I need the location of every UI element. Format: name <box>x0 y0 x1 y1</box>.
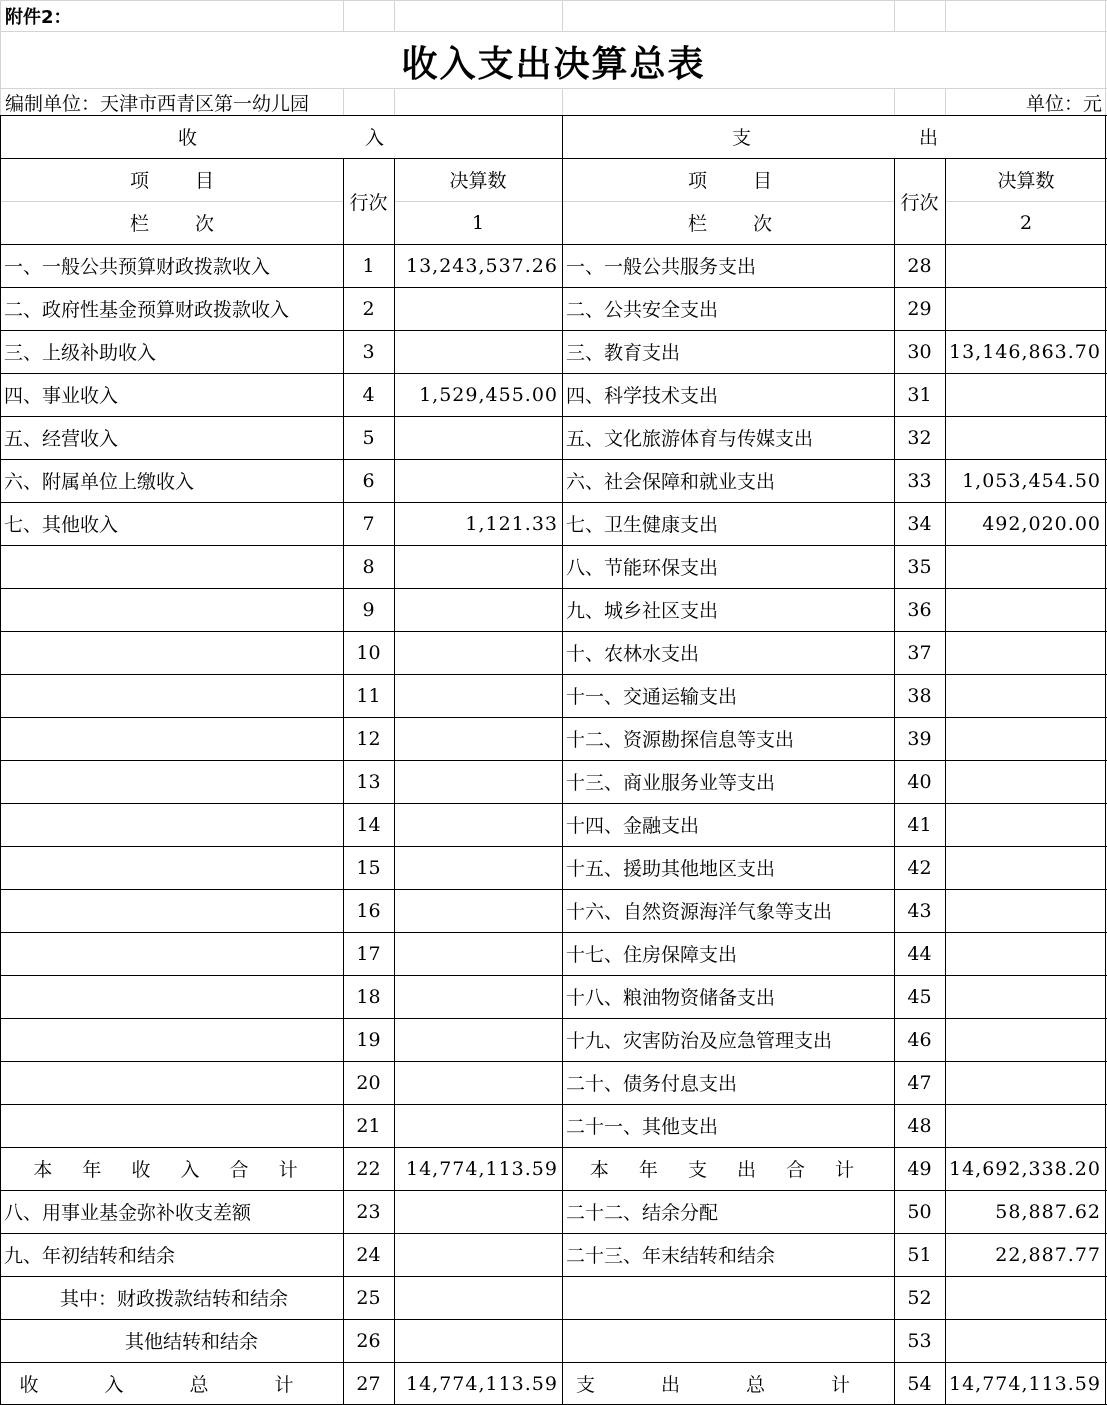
table-row <box>0 416 1107 459</box>
table-border <box>562 115 563 1405</box>
expense-row-no: 33 <box>907 469 932 492</box>
income-item <box>0 545 343 588</box>
income-row-no: 24 <box>356 1243 381 1266</box>
table-row <box>0 1276 1107 1319</box>
income-amount <box>394 1233 562 1276</box>
expense-column-no-header: 栏 次 <box>688 213 773 235</box>
table-border <box>0 115 1 1405</box>
table-border <box>0 631 1107 632</box>
expense-amount <box>945 631 1105 674</box>
expense-row-no: 50 <box>907 1200 932 1223</box>
income-column-no-header: 栏 次 <box>130 213 215 235</box>
income-col-index: 1 <box>471 211 485 234</box>
income-item <box>0 588 343 631</box>
expense-item: 九、城乡社区支出 <box>566 600 719 622</box>
expense-item: 二十、债务付息支出 <box>566 1073 738 1095</box>
grid-line <box>945 201 1107 202</box>
table-row <box>0 760 1107 803</box>
expense-amount: 13,146,863.70 <box>948 340 1101 363</box>
expense-item: 十八、粮油物资储备支出 <box>566 987 776 1009</box>
income-item <box>0 1104 343 1147</box>
expense-amount <box>945 1061 1105 1104</box>
table-row <box>0 1233 1107 1276</box>
expense-item: 十九、灾害防治及应急管理支出 <box>566 1030 833 1052</box>
expense-row-no: 29 <box>907 297 932 320</box>
income-item <box>0 803 343 846</box>
table-row <box>0 588 1107 631</box>
income-row-no: 5 <box>362 426 375 449</box>
expense-item: 二、公共安全支出 <box>566 299 719 321</box>
income-row-no: 12 <box>356 727 381 750</box>
income-item: 五、经营收入 <box>4 428 119 450</box>
expense-amount <box>945 287 1105 330</box>
income-row-no: 15 <box>356 856 381 879</box>
expense-amount <box>945 1018 1105 1061</box>
table-border <box>0 760 1107 761</box>
income-amount <box>394 1104 562 1147</box>
table-border <box>0 1233 1107 1234</box>
table-row <box>0 1319 1107 1362</box>
income-row-no: 16 <box>356 899 381 922</box>
table-border <box>945 158 946 1405</box>
expense-item: 六、社会保障和就业支出 <box>566 471 776 493</box>
income-amount-header: 决算数 <box>449 170 507 192</box>
expense-amount <box>945 244 1105 287</box>
table-row <box>0 244 1107 287</box>
income-amount <box>394 330 562 373</box>
expense-row-no: 34 <box>907 512 932 535</box>
income-item: 其中：财政拨款结转和结余 <box>60 1288 289 1310</box>
income-amount <box>394 1276 562 1319</box>
table-border <box>0 803 1107 804</box>
unit-label: 单位：元 <box>1025 92 1102 115</box>
expense-amount: 492,020.00 <box>982 512 1101 535</box>
expense-item: 一、一般公共服务支出 <box>566 256 757 278</box>
expense-amount <box>945 545 1105 588</box>
income-row-no: 27 <box>356 1372 381 1395</box>
table-border <box>0 717 1107 718</box>
table-border <box>1105 115 1106 1405</box>
expense-item: 五、文化旅游体育与传媒支出 <box>566 428 814 450</box>
expense-amount <box>945 416 1105 459</box>
table-border <box>343 158 344 1405</box>
income-item: 本 年 收 入 合 计 <box>33 1159 310 1181</box>
income-item: 八、用事业基金弥补收支差额 <box>4 1202 252 1224</box>
expense-row-no: 35 <box>907 555 932 578</box>
income-item: 收 入 总 计 <box>19 1374 324 1396</box>
expense-amount: 22,887.77 <box>995 1243 1101 1266</box>
table-row <box>0 1190 1107 1233</box>
income-row-no: 26 <box>356 1329 381 1352</box>
expense-row-no: 46 <box>907 1028 932 1051</box>
income-row-no: 17 <box>356 942 381 965</box>
income-row-no: 14 <box>356 813 381 836</box>
expense-row-no: 44 <box>907 942 932 965</box>
income-row-no: 18 <box>356 985 381 1008</box>
expense-amount-header: 决算数 <box>997 170 1055 192</box>
expense-item: 二十三、年末结转和结余 <box>566 1245 776 1267</box>
income-amount: 13,243,537.26 <box>405 254 558 277</box>
expense-row-no: 28 <box>907 254 932 277</box>
table-row <box>0 1061 1107 1104</box>
table-border <box>0 1018 1107 1019</box>
expense-item: 十四、金融支出 <box>566 815 700 837</box>
income-amount <box>394 889 562 932</box>
income-amount <box>394 674 562 717</box>
expense-amount <box>945 373 1105 416</box>
income-amount <box>394 1018 562 1061</box>
expense-amount <box>945 803 1105 846</box>
expense-amount: 14,774,113.59 <box>948 1372 1101 1395</box>
table-border <box>0 1061 1107 1062</box>
income-row-no: 23 <box>356 1200 381 1223</box>
expense-amount <box>945 1319 1105 1362</box>
income-row-no: 21 <box>356 1114 381 1137</box>
table-row <box>0 459 1107 502</box>
table-row <box>0 631 1107 674</box>
table-border <box>894 158 895 1405</box>
table-border <box>394 158 395 1405</box>
table-border <box>0 373 1107 374</box>
income-row-no: 3 <box>362 340 375 363</box>
income-amount: 1,529,455.00 <box>419 383 558 406</box>
income-amount <box>394 631 562 674</box>
table-border <box>0 158 1107 159</box>
expense-amount <box>945 1276 1105 1319</box>
table-border <box>0 889 1107 890</box>
expense-item: 十一、交通运输支出 <box>566 686 738 708</box>
income-item <box>0 975 343 1018</box>
table-border <box>0 1319 1107 1320</box>
income-amount: 1,121.33 <box>465 512 558 535</box>
income-item: 二、政府性基金预算财政拨款收入 <box>4 299 290 321</box>
expense-item: 十二、资源勘探信息等支出 <box>566 729 795 751</box>
income-amount <box>394 416 562 459</box>
table-border <box>0 1276 1107 1277</box>
income-row-no: 2 <box>362 297 375 320</box>
income-amount <box>394 1319 562 1362</box>
expense-item: 支 出 总 计 <box>575 1374 881 1396</box>
income-amount <box>394 932 562 975</box>
table-border <box>0 115 1107 116</box>
table-border <box>0 502 1107 503</box>
table-row <box>0 330 1107 373</box>
table-row <box>0 545 1107 588</box>
expense-row-no: 32 <box>907 426 932 449</box>
expense-item-header: 项 目 <box>688 170 773 192</box>
expense-item: 十六、自然资源海洋气象等支出 <box>566 901 833 923</box>
income-item <box>0 631 343 674</box>
income-amount <box>394 975 562 1018</box>
expense-item: 七、卫生健康支出 <box>566 514 719 536</box>
expense-row-no: 30 <box>907 340 932 363</box>
table-border <box>0 1362 1107 1363</box>
expense-group-header: 支 出 <box>732 127 939 149</box>
income-row-no: 7 <box>362 512 375 535</box>
table-row <box>0 889 1107 932</box>
income-amount <box>394 717 562 760</box>
expense-item: 八、节能环保支出 <box>566 557 719 579</box>
income-row-no: 9 <box>362 598 375 621</box>
income-amount: 14,774,113.59 <box>405 1157 558 1180</box>
expense-item: 二十二、结余分配 <box>566 1202 719 1224</box>
table-row <box>0 1104 1107 1147</box>
table-row <box>0 846 1107 889</box>
expense-row-no: 41 <box>907 813 932 836</box>
expense-row-no: 40 <box>907 770 932 793</box>
grid-line <box>394 201 562 202</box>
income-amount <box>394 846 562 889</box>
expense-row-no: 48 <box>907 1114 932 1137</box>
table-row <box>0 932 1107 975</box>
table-border <box>0 588 1107 589</box>
expense-row-no-header: 行次 <box>900 191 939 214</box>
expense-amount: 58,887.62 <box>995 1200 1101 1223</box>
table-border <box>0 674 1107 675</box>
table-row <box>0 373 1107 416</box>
income-row-no: 22 <box>356 1157 381 1180</box>
income-amount <box>394 803 562 846</box>
table-border <box>0 244 1107 245</box>
table-border <box>0 1190 1107 1191</box>
expense-item: 十三、商业服务业等支出 <box>566 772 776 794</box>
header-group-row <box>0 115 1107 158</box>
income-row-no: 13 <box>356 770 381 793</box>
expense-amount <box>945 846 1105 889</box>
income-item <box>0 1018 343 1061</box>
income-row-no: 6 <box>362 469 375 492</box>
table-border <box>0 459 1107 460</box>
income-amount <box>394 1061 562 1104</box>
income-row-no: 25 <box>356 1286 381 1309</box>
table-border <box>0 545 1107 546</box>
income-item <box>0 674 343 717</box>
income-item: 四、事业收入 <box>4 385 119 407</box>
table-row <box>0 975 1107 1018</box>
expense-row-no: 53 <box>907 1329 932 1352</box>
header-index-row <box>0 201 1107 244</box>
expense-amount: 14,692,338.20 <box>948 1157 1101 1180</box>
income-group-header: 收 入 <box>178 127 385 149</box>
expense-row-no: 49 <box>907 1157 932 1180</box>
income-item <box>0 760 343 803</box>
expense-amount <box>945 1104 1105 1147</box>
income-amount <box>394 588 562 631</box>
table-row <box>0 502 1107 545</box>
table-border <box>0 287 1107 288</box>
income-amount <box>394 287 562 330</box>
income-amount <box>394 459 562 502</box>
income-row-no: 1 <box>362 254 375 277</box>
expense-item <box>562 1276 894 1319</box>
expense-amount <box>945 975 1105 1018</box>
expense-row-no: 37 <box>907 641 932 664</box>
table-border <box>0 932 1107 933</box>
income-item-header: 项 目 <box>130 170 215 192</box>
table-row <box>0 674 1107 717</box>
page-title: 收入支出决算总表 <box>401 43 706 85</box>
expense-amount <box>945 932 1105 975</box>
table-row <box>0 1362 1107 1405</box>
expense-row-no: 45 <box>907 985 932 1008</box>
expense-row-no: 39 <box>907 727 932 750</box>
grid-line <box>0 201 343 202</box>
expense-row-no: 51 <box>907 1243 932 1266</box>
table-border <box>0 846 1107 847</box>
income-item: 六、附属单位上缴收入 <box>4 471 195 493</box>
income-amount <box>394 1190 562 1233</box>
income-item <box>0 889 343 932</box>
expense-item: 本 年 支 出 合 计 <box>589 1159 867 1181</box>
income-row-no: 8 <box>362 555 375 578</box>
income-row-no: 4 <box>362 383 375 406</box>
expense-col-index: 2 <box>1019 211 1033 234</box>
income-item <box>0 932 343 975</box>
income-row-no: 11 <box>356 684 381 707</box>
attachment-label: 附件2： <box>5 6 72 28</box>
expense-item: 十、农林水支出 <box>566 643 700 665</box>
income-amount <box>394 545 562 588</box>
income-row-no-header: 行次 <box>349 191 388 214</box>
income-row-no: 19 <box>356 1028 381 1051</box>
table-border <box>0 330 1107 331</box>
expense-row-no: 36 <box>907 598 932 621</box>
income-amount: 14,774,113.59 <box>405 1372 558 1395</box>
expense-row-no: 54 <box>907 1372 932 1395</box>
org-label: 编制单位：天津市西青区第一幼儿园 <box>5 92 310 115</box>
expense-row-no: 47 <box>907 1071 932 1094</box>
income-row-no: 10 <box>356 641 381 664</box>
expense-row-no: 43 <box>907 899 932 922</box>
expense-item: 三、教育支出 <box>566 342 681 364</box>
expense-row-no: 38 <box>907 684 932 707</box>
table-row <box>0 803 1107 846</box>
income-row-no: 20 <box>356 1071 381 1094</box>
expense-amount <box>945 588 1105 631</box>
income-item: 一、一般公共预算财政拨款收入 <box>4 256 271 278</box>
grid-line <box>562 201 894 202</box>
income-item <box>0 717 343 760</box>
expense-amount <box>945 717 1105 760</box>
table-row <box>0 717 1107 760</box>
expense-amount <box>945 760 1105 803</box>
income-item: 其他结转和结余 <box>125 1331 259 1353</box>
expense-item: 四、科学技术支出 <box>566 385 719 407</box>
expense-amount <box>945 674 1105 717</box>
expense-row-no: 42 <box>907 856 932 879</box>
income-item: 三、上级补助收入 <box>4 342 157 364</box>
table-border <box>0 1104 1107 1105</box>
income-item: 七、其他收入 <box>4 514 119 536</box>
income-item <box>0 1061 343 1104</box>
table-border <box>0 975 1107 976</box>
expense-item: 二十一、其他支出 <box>566 1116 719 1138</box>
table-border <box>0 416 1107 417</box>
income-amount <box>394 760 562 803</box>
expense-item: 十五、援助其他地区支出 <box>566 858 776 880</box>
income-item: 九、年初结转和结余 <box>4 1245 176 1267</box>
table-row <box>0 1018 1107 1061</box>
expense-row-no: 52 <box>907 1286 932 1309</box>
table-row <box>0 1147 1107 1190</box>
table-border <box>0 1147 1107 1148</box>
income-item <box>0 846 343 889</box>
expense-item: 十七、住房保障支出 <box>566 944 738 966</box>
expense-item <box>562 1319 894 1362</box>
expense-row-no: 31 <box>907 383 932 406</box>
expense-amount: 1,053,454.50 <box>962 469 1101 492</box>
expense-amount <box>945 889 1105 932</box>
table-row <box>0 287 1107 330</box>
